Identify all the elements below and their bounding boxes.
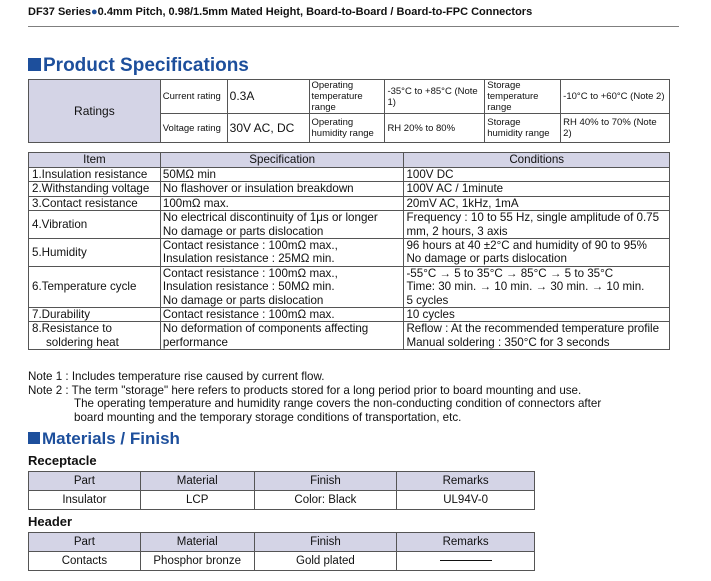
table-row [29,168,670,182]
finish-cell: Gold plated [254,552,397,571]
notes-block [28,370,601,424]
item-cell: 8.Resistance to soldering heat [29,322,161,350]
current-rating-value: 0.3A [227,80,309,114]
material-cell: Phosphor bronze [140,552,254,571]
ratings-label: Ratings [29,80,161,143]
remarks-cell: UL94V-0 [397,491,535,510]
item-cell: 2.Withstanding voltage [29,182,161,196]
receptacle-header-remarks: Remarks [397,472,535,491]
note-2-line-2: The operating temperature and humidity range covers the non-conducting condition of connectors after [74,397,602,411]
receptacle-title: Receptacle [28,453,97,468]
cond-cell: Frequency : 10 to 55 Hz, single amplitude of 0.75 mm, 2 hours, 3 axis [404,211,670,239]
cond-cell: 100V DC [404,168,670,182]
storage-humidity-value: RH 40% to 70% (Note 2) [561,114,670,143]
spec-header-specification: Specification [160,153,404,168]
spec-cell: 50MΩ min [160,168,404,182]
header-table-header-finish: Finish [254,533,397,552]
spec-header-item: Item [29,153,161,168]
spec-cell: Contact resistance : 100mΩ max., Insulation resistance : 25MΩ min. [160,239,404,267]
op-humidity-value: RH 20% to 80% [385,114,485,143]
table-row [29,239,670,267]
header-table [28,532,535,571]
voltage-rating-value: 30V AC, DC [227,114,309,143]
table-row [29,196,670,210]
table-row [29,266,670,307]
table-row [29,552,535,571]
remarks-cell [397,552,535,571]
header-table-header-part: Part [29,533,141,552]
cond-cell: 100V AC / 1minute [404,182,670,196]
table-row [29,322,670,350]
spec-cell: No electrical discontinuity of 1μs or longer No damage or parts dislocation [160,211,404,239]
dash-line [440,560,492,561]
finish-cell: Color: Black [254,491,397,510]
op-temp-label: Operating temperature range [309,80,385,114]
item-cell: 4.Vibration [29,211,161,239]
table-row [29,182,670,196]
square-icon [28,432,40,444]
spec-cell: Contact resistance : 100mΩ max., Insulation resistance : 50MΩ min. No damage or parts dislocation [160,266,404,307]
header-table-header-remarks: Remarks [397,533,535,552]
series-name: DF37 Series [28,6,91,18]
header-table-header-material: Material [140,533,254,552]
item-cell: 3.Contact resistance [29,196,161,210]
voltage-rating-label: Voltage rating [160,114,227,143]
receptacle-header-finish: Finish [254,472,397,491]
receptacle-table [28,471,535,510]
item-cell: 6.Temperature cycle [29,266,161,307]
item-cell: 7.Durability [29,308,161,322]
table-row [29,211,670,239]
storage-temp-value: -10°C to +60°C (Note 2) [561,80,670,114]
bullet-icon: ● [90,6,98,18]
spec-table [28,152,670,350]
item-cell: 5.Humidity [29,239,161,267]
part-cell: Insulator [29,491,141,510]
series-title: 0.4mm Pitch, 0.98/1.5mm Mated Height, Board-to-Board / Board-to-FPC Connectors [97,6,533,18]
op-humidity-label: Operating humidity range [309,114,385,143]
note-2-line-3: board mounting and the temporary storage conditions of transportation, etc. [74,410,462,424]
materials-title: Materials / Finish [42,429,180,448]
cond-cell: 10 cycles [404,308,670,322]
op-temp-value: -35°C to +85°C (Note 1) [385,80,485,114]
item-cell: 1.Insulation resistance [29,168,161,182]
table-row [29,308,670,322]
square-icon [28,58,41,71]
table-row [29,491,535,510]
cond-cell: -55°C → 5 to 35°C → 85°C → 5 to 35°C Time: 30 min. → 10 min. → 30 min. → 10 min. 5 cycles [404,266,670,307]
storage-humidity-label: Storage humidity range [485,114,561,143]
spec-header-conditions: Conditions [404,153,670,168]
spec-cell: 100mΩ max. [160,196,404,210]
header-part-title: Header [28,514,73,529]
product-specs-heading [28,55,249,77]
header-rule [28,26,679,27]
ratings-table [28,79,670,143]
product-specs-title: Product Specifications [43,55,249,76]
storage-temp-label: Storage temperature range [485,80,561,114]
note-1: Note 1 : Includes temperature rise caused by current flow. [28,370,325,383]
receptacle-header-part: Part [29,472,141,491]
spec-cell: Contact resistance : 100mΩ max. [160,308,404,322]
spec-cell: No deformation of components affecting performance [160,322,404,350]
note-2: Note 2 : The term "storage" here refers to products stored for a long period prior to board mounting and use. [28,383,582,397]
current-rating-label: Current rating [160,80,227,114]
cond-cell: 96 hours at 40 ±2°C and humidity of 90 to 95% No damage or parts dislocation [404,239,670,267]
document-header [28,6,532,18]
spec-cell: No flashover or insulation breakdown [160,182,404,196]
material-cell: LCP [140,491,254,510]
cond-cell: 20mV AC, 1kHz, 1mA [404,196,670,210]
materials-heading [28,429,180,449]
part-cell: Contacts [29,552,141,571]
receptacle-header-material: Material [140,472,254,491]
cond-cell: Reflow : At the recommended temperature profile Manual soldering : 350°C for 3 seconds [404,322,670,350]
